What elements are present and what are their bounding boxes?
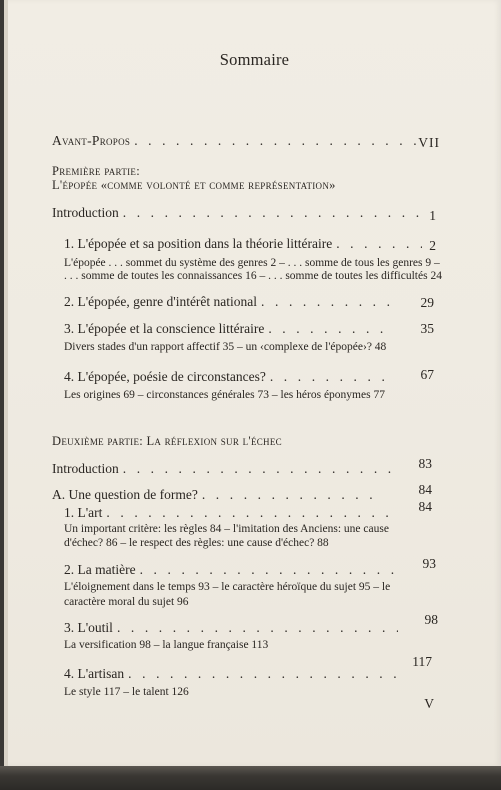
toc-entry-details: L'épopée . . . sommet du système des genres 2 – . . . somme de tous les genres 9 – <box>64 257 440 269</box>
toc-page-number: 1 <box>429 208 436 223</box>
leader-dots <box>134 133 426 149</box>
part-heading: Première partie: <box>52 164 140 178</box>
toc-entry-label: 2. La matière <box>64 562 136 577</box>
toc-page-number: 2 <box>429 238 436 253</box>
background-surface <box>0 766 501 790</box>
leader-dots <box>128 666 408 682</box>
toc-entry-chapter <box>64 369 402 385</box>
leader-dots <box>140 562 396 578</box>
toc-page-number: 84 <box>418 482 432 497</box>
toc-entry-chapter <box>64 294 402 310</box>
toc-entry-label: 4. L'artisan <box>64 666 125 681</box>
toc-entry-introduction <box>52 205 432 221</box>
toc-page-number: 83 <box>418 456 432 471</box>
toc-entry-chapter <box>64 620 404 636</box>
toc-entry-label: 1. L'art <box>64 505 103 520</box>
leader-dots <box>202 487 378 503</box>
toc-page-number: VII <box>418 135 440 150</box>
toc-entry-chapter <box>64 505 394 521</box>
toc-page-number: 67 <box>420 367 434 382</box>
leader-dots <box>117 620 398 636</box>
part-heading: Deuxième partie: La réflexion sur l'échec <box>52 434 282 448</box>
toc-entry-label: Avant-Propos <box>52 133 131 148</box>
toc-entry-label: Introduction <box>52 461 119 476</box>
toc-entry-details: Le style 117 – le talent 126 <box>64 686 189 698</box>
toc-entry-label: A. Une question de forme? <box>52 487 198 502</box>
toc-entry-details: Un important critère: les règles 84 – l'imitation des Anciens: une cause <box>64 523 389 535</box>
toc-entry-section <box>52 487 384 503</box>
page-folio: V <box>424 696 434 711</box>
toc-entry-details: Les origines 69 – circonstances générales 73 – les héros éponymes 77 <box>64 389 385 401</box>
toc-entry-avant-propos <box>52 133 432 149</box>
toc-entry-label: 3. L'épopée et la conscience littéraire <box>64 321 265 336</box>
toc-entry-chapter <box>64 562 402 578</box>
toc-entry-details: d'échec? 86 – le respect des règles: une cause d'échec? 88 <box>64 537 329 549</box>
toc-page-number: 93 <box>422 556 436 571</box>
toc-entry-details: L'éloignement dans le temps 93 – le caractère héroïque du sujet 95 – le <box>64 581 391 593</box>
toc-page-number: 35 <box>420 321 434 336</box>
part-subtitle: L'épopée «comme volonté et comme représentation» <box>52 178 336 192</box>
toc-entry-chapter <box>64 321 400 337</box>
toc-entry-label: Introduction <box>52 205 119 220</box>
toc-page-number: 117 <box>412 654 432 669</box>
page-edge <box>4 0 8 766</box>
page-title: Sommaire <box>219 50 290 69</box>
toc-entry-details: Divers stades d'un rapport affectif 35 – un ‹complexe de l'épopée›? 48 <box>64 341 387 353</box>
toc-page-number: 98 <box>424 612 438 627</box>
toc-entry-label: 1. L'épopée et sa position dans la théorie littéraire <box>64 236 333 251</box>
leader-dots <box>270 369 396 385</box>
leader-dots <box>261 294 396 310</box>
leader-dots <box>106 505 388 521</box>
toc-entry-label: 2. L'épopée, genre d'intérêt national <box>64 294 258 309</box>
leader-dots <box>123 205 426 221</box>
leader-dots <box>123 461 402 477</box>
toc-entry-introduction <box>52 461 408 477</box>
book-page <box>4 0 501 766</box>
toc-entry-details: La versification 98 – la langue française 113 <box>64 639 269 651</box>
toc-entry-label: 4. L'épopée, poésie de circonstances? <box>64 369 266 384</box>
leader-dots <box>268 321 394 337</box>
toc-entry-chapter <box>64 666 414 682</box>
toc-entry-chapter <box>64 236 428 252</box>
toc-page-number: 84 <box>418 499 432 514</box>
toc-entry-label: 3. L'outil <box>64 620 113 635</box>
toc-entry-details: . . . somme de toutes les connaissances 16 – . . . somme de toutes les difficultés 24 <box>64 270 442 282</box>
toc-page-number: 29 <box>420 295 434 310</box>
toc-entry-details: caractère moral du sujet 96 <box>64 596 189 608</box>
